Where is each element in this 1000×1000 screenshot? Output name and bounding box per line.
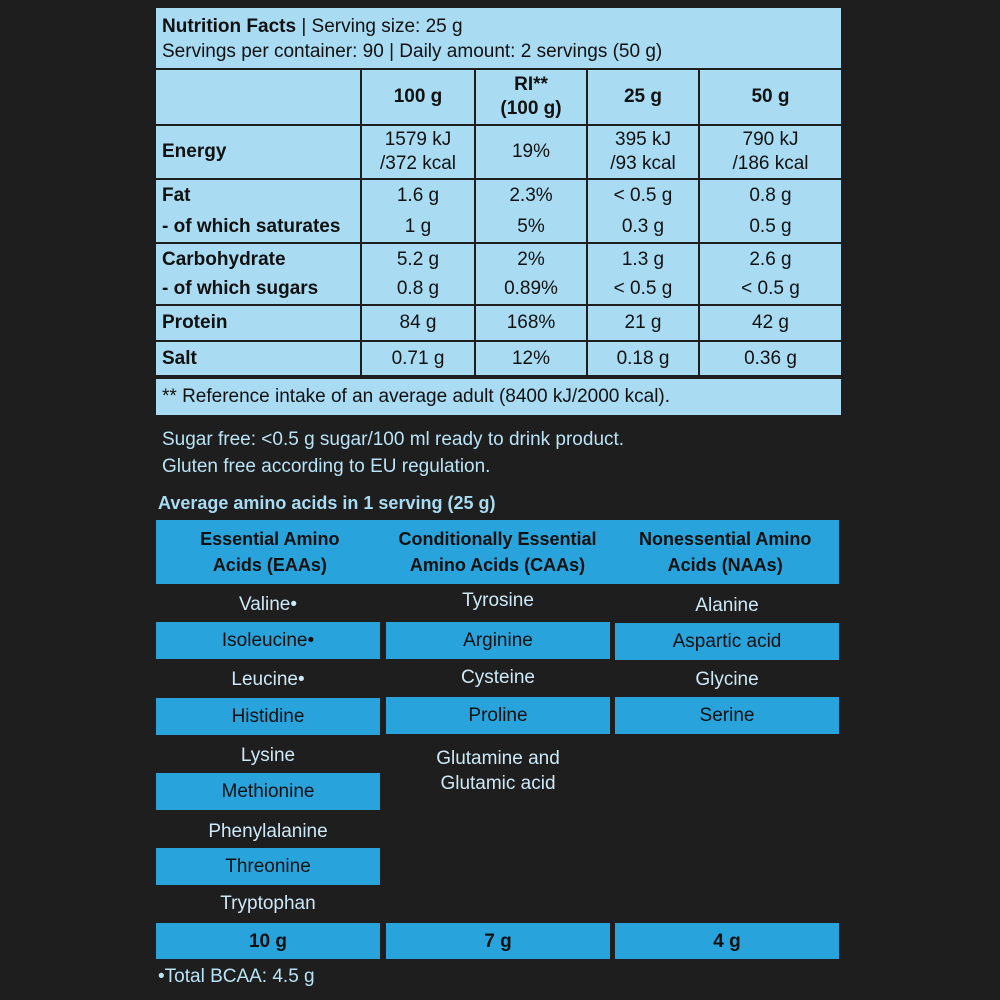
carb-50g xyxy=(699,243,841,305)
sugars-25g-value: < 0.5 g xyxy=(613,278,673,299)
caa-glutamine-line1: Glutamine and xyxy=(436,748,560,769)
caa-header-line1: Conditionally Essential xyxy=(398,529,597,549)
naa-item: Alanine xyxy=(695,595,759,616)
fat-25g xyxy=(587,179,699,243)
sugar-free-note: Sugar free: <0.5 g sugar/100 ml ready to drink product. xyxy=(162,429,625,450)
eaa-item: Threonine xyxy=(156,848,380,885)
sugars-ri-value: 0.89% xyxy=(504,278,558,299)
saturates-label: - of which saturates xyxy=(162,216,341,237)
eaa-item: Phenylalanine xyxy=(208,821,328,842)
energy-25g-kj: 395 kJ xyxy=(615,129,671,150)
eaa-item: Leucine• xyxy=(231,669,305,690)
salt-ri: 12% xyxy=(475,341,587,376)
amino-header-row xyxy=(156,520,839,584)
salt-50g: 0.36 g xyxy=(699,341,841,376)
eaa-header-line2: Acids (EAAs) xyxy=(212,555,327,575)
row-fat-group xyxy=(156,179,841,243)
energy-100g-kcal: /372 kcal xyxy=(379,153,457,174)
gluten-free-note: Gluten free according to EU regulation. xyxy=(162,456,491,477)
caa-total: 7 g xyxy=(386,923,610,959)
carbohydrate-label: Carbohydrate xyxy=(162,249,286,270)
eaa-item: Valine• xyxy=(238,594,298,615)
carb-100g xyxy=(361,243,475,305)
fat-ri-value: 2.3% xyxy=(509,185,553,206)
nutrition-title: Nutrition Facts xyxy=(162,16,297,37)
protein-label: Protein xyxy=(156,305,361,341)
energy-50g-kj: 790 kJ xyxy=(742,129,799,150)
eaa-header-line1: Essential Amino xyxy=(200,529,340,549)
carbohydrate-100g-value: 5.2 g xyxy=(396,249,440,270)
eaa-item: Methionine xyxy=(156,773,380,810)
naa-header-line1: Nonessential Amino xyxy=(638,529,812,549)
protein-25g: 21 g xyxy=(587,305,699,341)
caa-glutamine-line2: Glutamic acid xyxy=(440,773,556,794)
salt-25g: 0.18 g xyxy=(587,341,699,376)
nutrition-table xyxy=(156,70,841,377)
product-notes xyxy=(162,426,624,480)
caa-item: Tyrosine xyxy=(462,590,534,611)
eaa-item: Isoleucine• xyxy=(156,622,380,659)
caa-item: Proline xyxy=(386,697,610,734)
energy-100g xyxy=(361,125,475,179)
saturates-50g-value: 0.5 g xyxy=(749,216,792,237)
caa-header-line2: Amino Acids (CAAs) xyxy=(409,555,586,575)
eaa-item: Histidine xyxy=(156,698,380,735)
carbohydrate-50g-value: 2.6 g xyxy=(749,249,792,270)
energy-ri: 19% xyxy=(475,125,587,179)
caa-header xyxy=(384,520,612,584)
eaa-header xyxy=(156,520,384,584)
energy-50g xyxy=(699,125,841,179)
fat-100g xyxy=(361,179,475,243)
caa-item-glutamine xyxy=(386,746,610,806)
eaa-item: Tryptophan xyxy=(220,893,316,914)
carbohydrate-ri-value: 2% xyxy=(517,249,545,270)
header-ri xyxy=(475,70,587,125)
carb-labels xyxy=(156,243,361,305)
header-ri-line2: (100 g) xyxy=(500,98,562,119)
fat-ri xyxy=(475,179,587,243)
header-100g: 100 g xyxy=(361,70,475,125)
header-blank xyxy=(156,70,361,125)
carb-ri xyxy=(475,243,587,305)
protein-ri: 168% xyxy=(475,305,587,341)
naa-header-line2: Acids (NAAs) xyxy=(667,555,783,575)
salt-100g: 0.71 g xyxy=(361,341,475,376)
bcaa-note: •Total BCAA: 4.5 g xyxy=(158,966,315,987)
eaa-item: Lysine xyxy=(240,745,296,766)
servings-line: Servings per container: 90 | Daily amount: 2 servings (50 g) xyxy=(162,41,663,62)
fat-labels xyxy=(156,179,361,243)
saturates-ri-value: 5% xyxy=(517,216,545,237)
header-ri-line1: RI** xyxy=(514,74,548,95)
fat-100g-value: 1.6 g xyxy=(396,185,440,206)
reference-intake-footnote: ** Reference intake of an average adult (8400 kJ/2000 kcal). xyxy=(156,377,841,415)
protein-100g: 84 g xyxy=(361,305,475,341)
energy-25g xyxy=(587,125,699,179)
sugars-50g-value: < 0.5 g xyxy=(741,278,800,299)
salt-label: Salt xyxy=(156,341,361,376)
caa-item: Arginine xyxy=(386,622,610,659)
row-energy xyxy=(156,125,841,179)
protein-50g: 42 g xyxy=(699,305,841,341)
amino-title: Average amino acids in 1 serving (25 g) xyxy=(158,493,496,513)
naa-item: Aspartic acid xyxy=(615,623,839,660)
energy-25g-kcal: /93 kcal xyxy=(610,153,676,174)
carbohydrate-25g-value: 1.3 g xyxy=(621,249,665,270)
header-50g: 50 g xyxy=(699,70,841,125)
header-25g: 25 g xyxy=(587,70,699,125)
naa-item: Glycine xyxy=(695,669,759,690)
fat-label: Fat xyxy=(162,185,191,206)
saturates-25g-value: 0.3 g xyxy=(621,216,665,237)
naa-item: Serine xyxy=(615,697,839,734)
row-protein xyxy=(156,305,841,341)
saturates-100g-value: 1 g xyxy=(404,216,432,237)
sugars-100g-value: 0.8 g xyxy=(396,278,440,299)
row-salt xyxy=(156,341,841,376)
serving-size: | Serving size: 25 g xyxy=(301,16,463,37)
fat-25g-value: < 0.5 g xyxy=(613,185,673,206)
energy-100g-kj: 1579 kJ xyxy=(384,129,452,150)
nutrition-header xyxy=(156,8,841,70)
energy-label: Energy xyxy=(156,125,361,179)
naa-header xyxy=(611,520,839,584)
caa-item: Cysteine xyxy=(461,667,535,688)
eaa-total: 10 g xyxy=(156,923,380,959)
row-carb-group xyxy=(156,243,841,305)
naa-total: 4 g xyxy=(615,923,839,959)
fat-50g-value: 0.8 g xyxy=(749,185,792,206)
nutrition-facts-panel xyxy=(156,8,841,415)
carb-25g xyxy=(587,243,699,305)
sugars-label: - of which sugars xyxy=(162,278,319,299)
fat-50g xyxy=(699,179,841,243)
energy-50g-kcal: /186 kcal xyxy=(732,153,809,174)
